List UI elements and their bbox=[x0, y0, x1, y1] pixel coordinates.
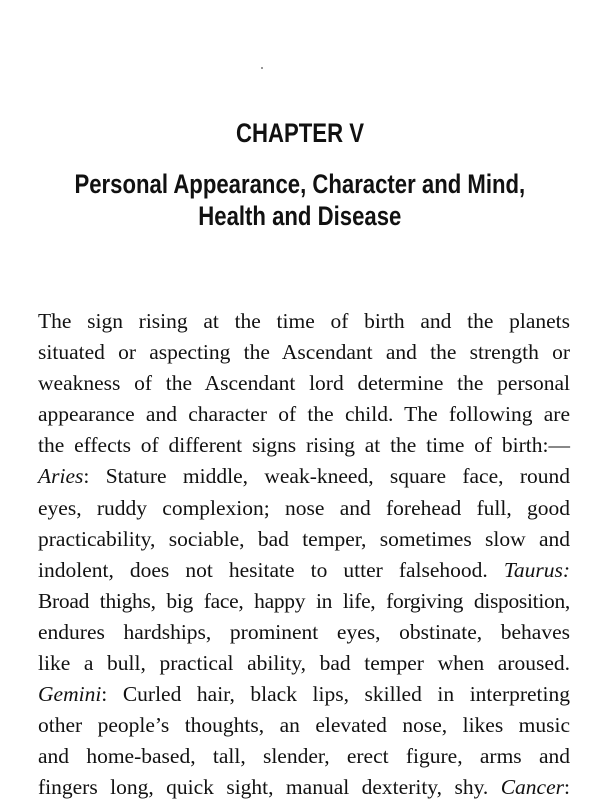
sign-name: Gemini bbox=[38, 682, 102, 707]
text-line bbox=[38, 337, 570, 368]
text-line bbox=[38, 710, 570, 741]
text-run: : bbox=[564, 775, 570, 800]
text-run: weakness of the Ascendant lord determine the personal bbox=[38, 371, 570, 396]
text-run: : Curled hair, black lips, skilled in interpreting bbox=[101, 682, 570, 707]
text-run: : Stature middle, weak-kneed, square face, round bbox=[83, 464, 570, 489]
page-speck bbox=[261, 67, 263, 69]
sign-name: Cancer bbox=[500, 775, 565, 800]
text-run: situated or aspecting the Ascendant and the strength or bbox=[38, 340, 570, 365]
text-run: like a bull, practical ability, bad temper when aroused. bbox=[38, 651, 570, 676]
text-line bbox=[38, 306, 570, 337]
text-run: Broad thighs, big face, happy in life, forgiving disposition, bbox=[38, 588, 570, 613]
text-line bbox=[38, 430, 570, 461]
text-line bbox=[38, 648, 570, 679]
sign-name: Taurus: bbox=[503, 557, 570, 582]
text-run: indolent, does not hesitate to utter falsehood. bbox=[38, 557, 504, 582]
text-run: appearance and character of the child. The following are bbox=[38, 402, 570, 427]
text-run: other people’s thoughts, an elevated nose, likes music bbox=[38, 713, 570, 738]
text-line bbox=[38, 555, 570, 586]
text-run: practicability, sociable, bad temper, sometimes slow and bbox=[38, 526, 570, 551]
text-line bbox=[38, 524, 570, 555]
text-line bbox=[38, 586, 570, 617]
text-line bbox=[38, 741, 570, 772]
text-run: endures hardships, prominent eyes, obstinate, behaves bbox=[38, 619, 570, 644]
chapter-title-line-2: Health and Disease bbox=[198, 201, 402, 231]
chapter-title-line-1: Personal Appearance, Character and Mind, bbox=[74, 169, 526, 199]
text-line bbox=[38, 399, 570, 430]
text-run: The sign rising at the time of birth and the planets bbox=[38, 309, 570, 333]
text-run: eyes, ruddy complexion; nose and forehead full, good bbox=[38, 495, 570, 520]
text-line bbox=[38, 617, 570, 648]
text-run: the effects of different signs rising at the time of birth:— bbox=[38, 433, 570, 458]
text-line bbox=[38, 493, 570, 524]
text-run: and home-based, tall, slender, erect figure, arms and bbox=[38, 744, 570, 769]
text-line bbox=[38, 461, 570, 492]
text-run: fingers long, quick sight, manual dexterity, shy. bbox=[38, 775, 501, 800]
body-paragraph bbox=[38, 306, 570, 804]
text-line bbox=[38, 368, 570, 399]
chapter-number: CHAPTER V bbox=[236, 118, 364, 148]
text-line bbox=[38, 679, 570, 710]
sign-name: Aries bbox=[38, 464, 84, 489]
